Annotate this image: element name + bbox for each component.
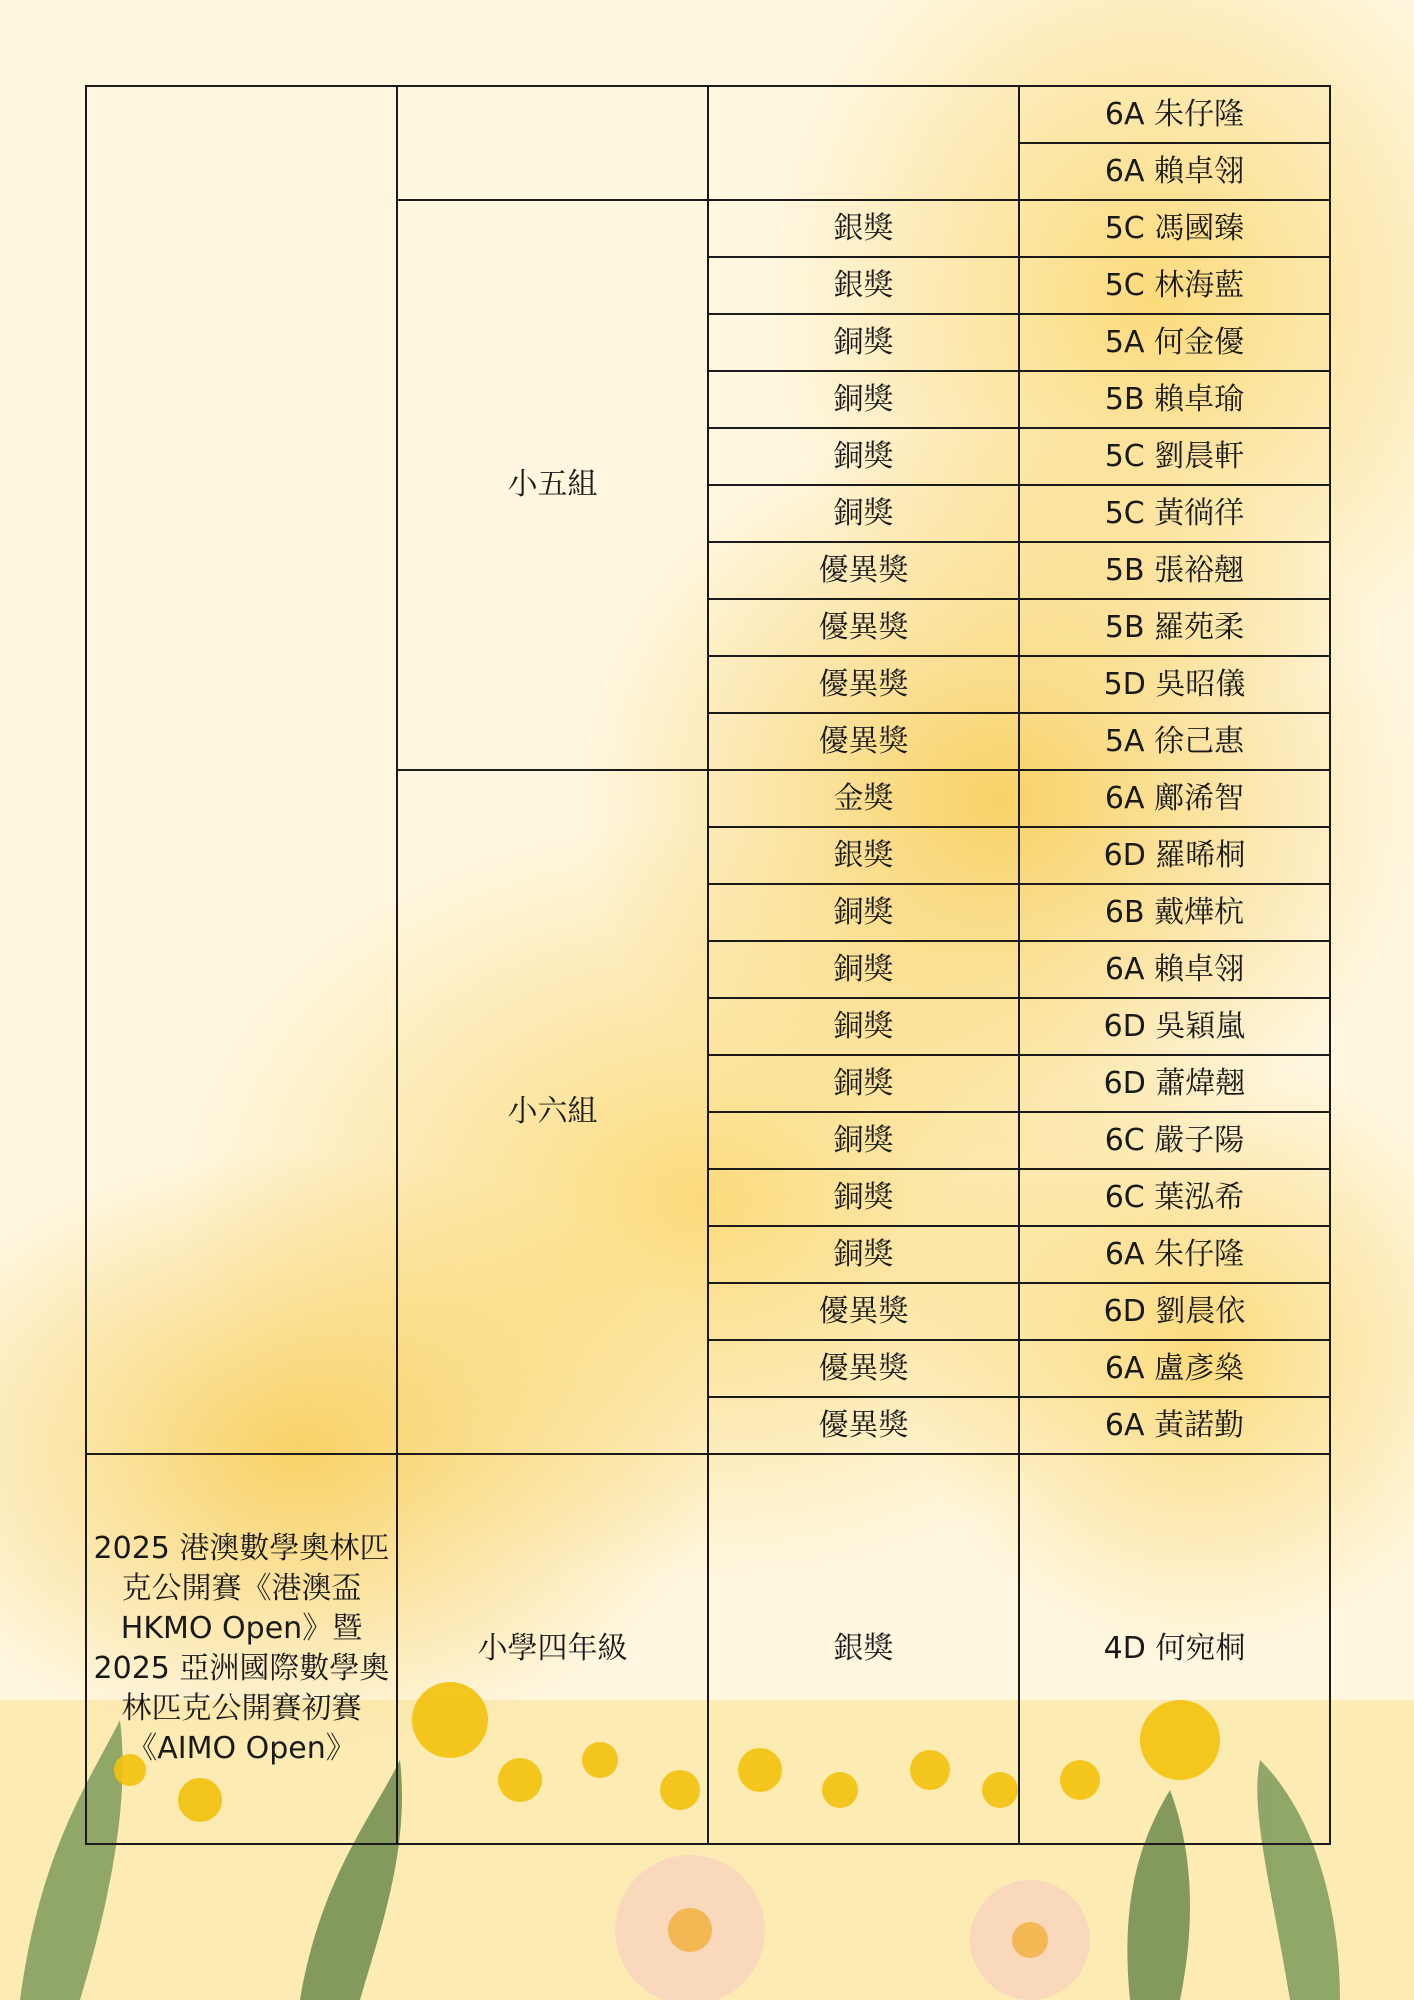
award-cell: 銀獎 <box>708 200 1019 257</box>
student-name-cell: 5A 何金優 <box>1019 314 1330 371</box>
award-cell: 銅獎 <box>708 941 1019 998</box>
award-cell: 銀獎 <box>708 1454 1019 1844</box>
student-name-cell: 5C 林海藍 <box>1019 257 1330 314</box>
student-name-cell: 6B 戴燁杭 <box>1019 884 1330 941</box>
award-cell: 優異獎 <box>708 1397 1019 1454</box>
student-name-cell: 5B 賴卓瑜 <box>1019 371 1330 428</box>
award-cell: 銅獎 <box>708 485 1019 542</box>
award-cell: 銅獎 <box>708 884 1019 941</box>
award-cell: 銅獎 <box>708 371 1019 428</box>
student-name-cell: 6D 吳穎嵐 <box>1019 998 1330 1055</box>
student-name-cell: 6C 葉泓希 <box>1019 1169 1330 1226</box>
award-cell: 銅獎 <box>708 1169 1019 1226</box>
student-name-cell: 5A 徐己惠 <box>1019 713 1330 770</box>
award-cell: 優異獎 <box>708 542 1019 599</box>
award-cell: 優異獎 <box>708 1283 1019 1340</box>
student-name-cell: 6D 劉晨依 <box>1019 1283 1330 1340</box>
table-row <box>86 1454 1330 1844</box>
group-label-cell: 小六組 <box>397 770 708 1454</box>
competition-cell <box>86 86 397 1454</box>
student-name-cell: 5B 張裕翹 <box>1019 542 1330 599</box>
award-cell: 銅獎 <box>708 314 1019 371</box>
student-name-cell: 6A 鄺浠智 <box>1019 770 1330 827</box>
student-name-cell: 5C 黃徜徉 <box>1019 485 1330 542</box>
award-cell: 優異獎 <box>708 713 1019 770</box>
award-cell: 銅獎 <box>708 998 1019 1055</box>
student-name-cell: 6A 盧彥燊 <box>1019 1340 1330 1397</box>
student-name-cell: 6D 羅晞桐 <box>1019 827 1330 884</box>
award-cell <box>708 86 1019 200</box>
award-cell: 銅獎 <box>708 1226 1019 1283</box>
student-name-cell: 6A 賴卓翎 <box>1019 941 1330 998</box>
award-cell: 銀獎 <box>708 257 1019 314</box>
level-cell: 小學四年級 <box>397 1454 708 1844</box>
student-name-cell: 6C 嚴子陽 <box>1019 1112 1330 1169</box>
student-name-cell: 5C 劉晨軒 <box>1019 428 1330 485</box>
award-cell: 金獎 <box>708 770 1019 827</box>
student-name-cell: 6A 朱仔隆 <box>1019 86 1330 143</box>
award-cell: 銅獎 <box>708 1112 1019 1169</box>
group-label-cell: 小五組 <box>397 200 708 770</box>
award-cell: 銀獎 <box>708 827 1019 884</box>
award-cell: 優異獎 <box>708 656 1019 713</box>
student-name-cell: 5C 馮國臻 <box>1019 200 1330 257</box>
award-cell: 優異獎 <box>708 599 1019 656</box>
student-name-cell: 6A 黃諾勤 <box>1019 1397 1330 1454</box>
award-cell: 銅獎 <box>708 1055 1019 1112</box>
student-name-cell: 6D 蕭煒翹 <box>1019 1055 1330 1112</box>
student-name-cell: 5B 羅苑柔 <box>1019 599 1330 656</box>
student-name-cell: 6A 朱仔隆 <box>1019 1226 1330 1283</box>
student-name-cell: 5D 吳昭儀 <box>1019 656 1330 713</box>
competition-name-cell: 2025 港澳數學奧林匹克公開賽《港澳盃 HKMO Open》暨 2025 亞洲國際數學奧林匹克公開賽初賽《AIMO Open》 <box>86 1454 397 1844</box>
student-name-cell: 4D 何宛桐 <box>1019 1454 1330 1844</box>
student-name-cell: 6A 賴卓翎 <box>1019 143 1330 200</box>
table-row <box>86 86 1330 143</box>
awards-table <box>85 85 1331 1845</box>
award-cell: 優異獎 <box>708 1340 1019 1397</box>
level-cell <box>397 86 708 200</box>
award-cell: 銅獎 <box>708 428 1019 485</box>
